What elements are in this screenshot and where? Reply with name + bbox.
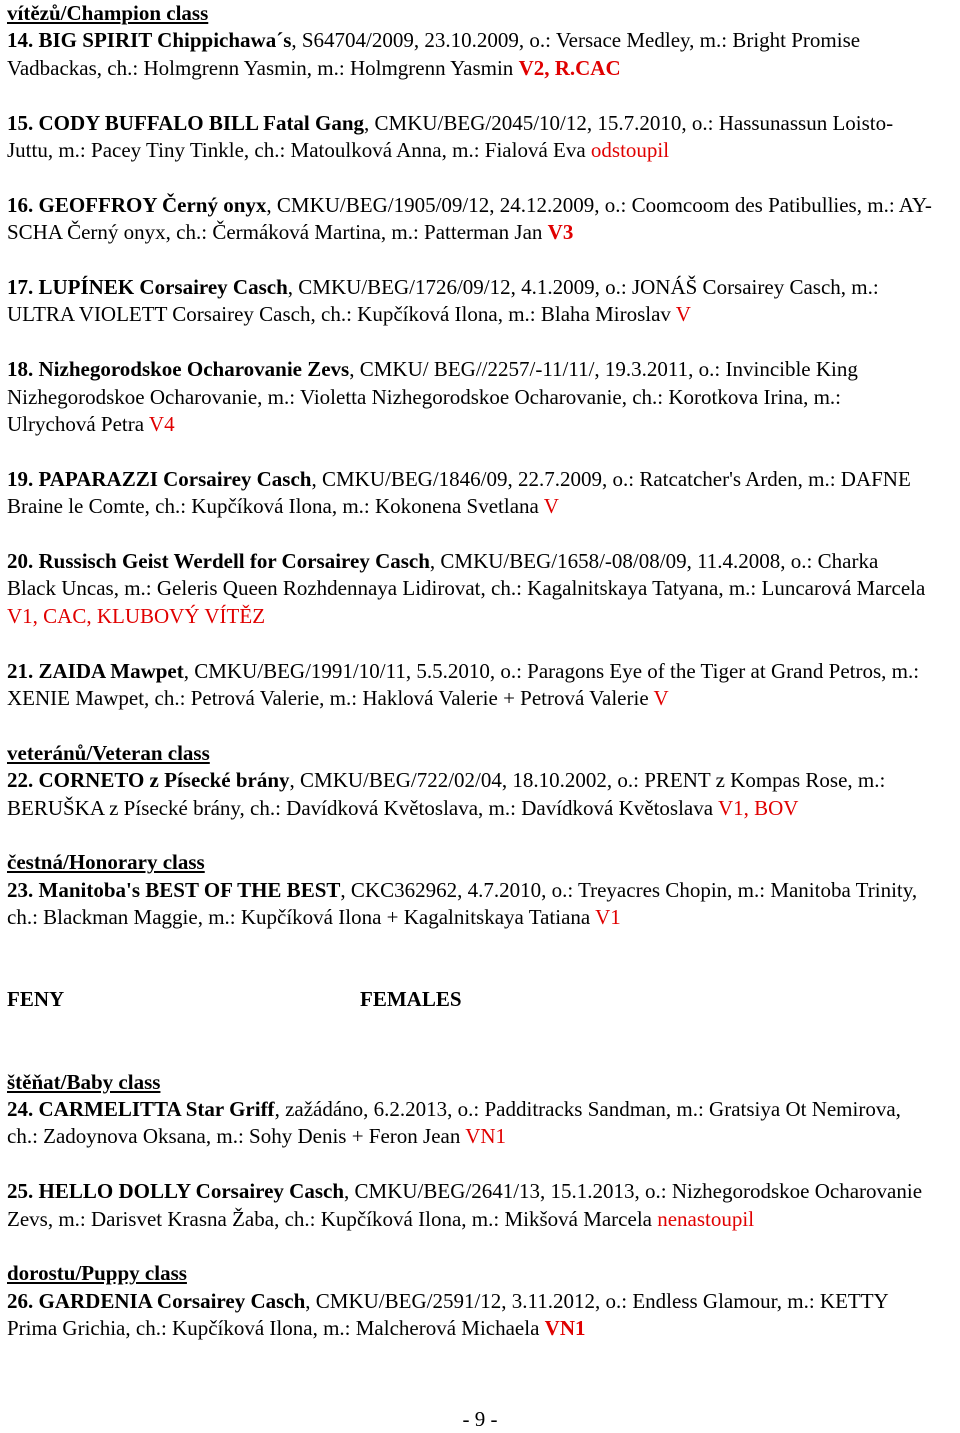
- entry-details: , CMKU/BEG/2045/10/12, 15.7.2010, o.: Hassunassun Loisto-Juttu, m.: Pacey Tiny Tinkle, ch.: Matoulková Anna, m.: Fialová Eva: [7, 110, 894, 163]
- entry-number: 25.: [7, 1179, 34, 1204]
- entry-number: 18.: [7, 357, 34, 382]
- section-title: dorostu/Puppy class: [7, 1261, 187, 1286]
- entry-details: , CMKU/BEG/722/02/04, 18.10.2002, o.: PRENT z Kompas Rose, m.: BERUŠKA z Písecké brány, ch.: Davídková Květoslava, m.: Davídková Květoslava: [7, 768, 886, 820]
- entry: [7, 274, 932, 329]
- entry-details: , CMKU/BEG/1905/09/12, 24.12.2009, o.: Coomcoom des Patibullies, m.: AY-SCHA Černý onyx, ch.: Čermáková Martina, m.: Patterman Jan: [7, 192, 932, 245]
- dog-name: ZAIDA Mawpet: [38, 658, 184, 683]
- entry: [7, 466, 932, 521]
- page-number: - 9 -: [462, 1407, 498, 1431]
- entry-result: VN1: [544, 1316, 586, 1341]
- dog-name: CORNETO z Písecké brány: [38, 768, 290, 793]
- entry: [7, 356, 932, 438]
- entry-number: 21.: [7, 658, 34, 683]
- entry-details: , CMKU/BEG/2591/12, 3.11.2012, o.: Endless Glamour, m.: KETTY Prima Grichia, ch.: Kupčíková Ilona, m.: Malcherová Michaela: [7, 1288, 888, 1341]
- dog-name: GARDENIA Corsairey Casch: [38, 1288, 306, 1313]
- entry-number: 22.: [7, 768, 34, 793]
- dog-name: Manitoba's BEST OF THE BEST: [38, 877, 341, 902]
- section-puppy: [7, 1260, 932, 1342]
- heading-females: FEMALES: [360, 987, 462, 1012]
- entry-result: V1, CAC, KLUBOVÝ VÍTĚZ: [7, 603, 266, 628]
- dog-name: LUPÍNEK Corsairey Casch: [38, 275, 288, 300]
- entry-details: , CKC362962, 4.7.2010, o.: Treyacres Chopin, m.: Manitoba Trinity, ch.: Blackman Maggie, m.: Kupčíková Ilona + Kagalnitskaya Tatiana: [7, 877, 918, 930]
- entry-number: 23.: [7, 877, 34, 902]
- dog-name: HELLO DOLLY Corsairey Casch: [38, 1179, 345, 1204]
- entry: [7, 1288, 932, 1343]
- dog-name: Nizhegorodskoe Ocharovanie Zevs: [38, 357, 350, 382]
- entry: [7, 192, 932, 247]
- entry-details: , zažádáno, 6.2.2013, o.: Padditracks Sandman, m.: Gratsiya Ot Nemirova, ch.: Zadoynova Oksana, m.: Sohy Denis + Feron Jean: [7, 1097, 901, 1149]
- entry-result: nenastoupil: [657, 1206, 755, 1231]
- dog-name: Russisch Geist Werdell for Corsairey Casch: [38, 549, 430, 574]
- entry: [7, 1096, 932, 1151]
- entry-number: 14.: [7, 28, 34, 53]
- females-heading: [7, 986, 932, 1013]
- section-title: vítězů/Champion class: [7, 1, 209, 25]
- entry: [7, 27, 932, 82]
- entry-result: V: [543, 494, 559, 519]
- entry-number: 24.: [7, 1097, 34, 1122]
- entry: [7, 877, 932, 932]
- dog-name: CODY BUFFALO BILL Fatal Gang: [38, 110, 365, 135]
- entry-details: , CMKU/BEG/1991/10/11, 5.5.2010, o.: Paragons Eye of the Tiger at Grand Petros, m.: XENIE Mawpet, ch.: Petrová Valerie, m.: Haklová Valerie + Petrová Valerie: [7, 658, 920, 711]
- section-champion: [7, 0, 932, 712]
- entry-details: , S64704/2009, 23.10.2009, o.: Versace Medley, m.: Bright Promise Vadbackas, ch.: Holmgrenn Yasmin, m.: Holmgrenn Yasmin: [7, 28, 861, 80]
- entry: [7, 548, 932, 630]
- entry-number: 20.: [7, 549, 34, 574]
- section-title: veteránů/Veteran class: [7, 740, 210, 765]
- female-classes: [7, 1069, 932, 1343]
- entry-details: , CMKU/BEG/1846/09, 22.7.2009, o.: Ratcatcher's Arden, m.: DAFNE Braine le Comte, ch.: Kupčíková Ilona, m.: Kokonena Svetlana: [7, 466, 911, 519]
- entry-result: odstoupil: [590, 138, 670, 163]
- entry-result: V1, BOV: [717, 795, 799, 820]
- entry-number: 26.: [7, 1288, 34, 1313]
- entry-details: , CMKU/BEG/1726/09/12, 4.1.2009, o.: JONÁŠ Corsairey Casch, m.: ULTRA VIOLETT Corsairey Casch, ch.: Kupčíková Ilona, m.: Blaha Miroslav: [7, 275, 879, 327]
- dog-name: GEOFFROY Černý onyx: [38, 192, 267, 217]
- dog-name: CARMELITTA Star Griff: [38, 1097, 275, 1122]
- entry-details: , CMKU/ BEG//2257/-11/11/, 19.3.2011, o.: Invincible King Nizhegorodskoe Ocharovanie, m.: Violetta Nizhegorodskoe Ocharovanie, ch.: Korotkova Irina, m.: Ulrychová Petra: [7, 357, 858, 437]
- entry: [7, 658, 932, 713]
- entry-number: 16.: [7, 192, 34, 217]
- section-honorary: [7, 849, 932, 931]
- entry-details: , CMKU/BEG/1658/-08/08/09, 11.4.2008, o.: Charka Black Uncas, m.: Geleris Queen Rozhdennaya Lidirovat, ch.: Kagalnitskaya Tatyana, m.: Luncarová Marcela: [7, 549, 926, 601]
- entry: [7, 110, 932, 165]
- section-veteran: [7, 740, 932, 822]
- heading-feny: FENY: [7, 987, 65, 1012]
- entry-result: V1: [595, 905, 621, 930]
- entry-result: V: [675, 302, 691, 327]
- male-classes: [7, 0, 932, 932]
- entry-result: V2, R.CAC: [518, 55, 621, 80]
- entry-result: VN1: [465, 1124, 507, 1149]
- section-title: čestná/Honorary class: [7, 850, 205, 875]
- entry-result: V4: [148, 412, 175, 437]
- dog-name: BIG SPIRIT Chippichawa´s: [38, 28, 292, 53]
- section-title: štěňat/Baby class: [7, 1069, 161, 1094]
- dog-name: PAPARAZZI Corsairey Casch: [38, 466, 312, 491]
- entry-number: 15.: [7, 110, 34, 135]
- section-baby: [7, 1069, 932, 1233]
- entry: [7, 1178, 932, 1233]
- entry-number: 17.: [7, 275, 34, 300]
- entry-result: V: [653, 686, 669, 711]
- entry-result: V3: [547, 220, 574, 245]
- entry-number: 19.: [7, 466, 34, 491]
- entry-details: , CMKU/BEG/2641/13, 15.1.2013, o.: Nizhegorodskoe Ocharovanie Zevs, m.: Darisvet Krasna Žaba, ch.: Kupčíková Ilona, m.: Mikšová Marcela: [7, 1179, 923, 1231]
- entry: [7, 767, 932, 822]
